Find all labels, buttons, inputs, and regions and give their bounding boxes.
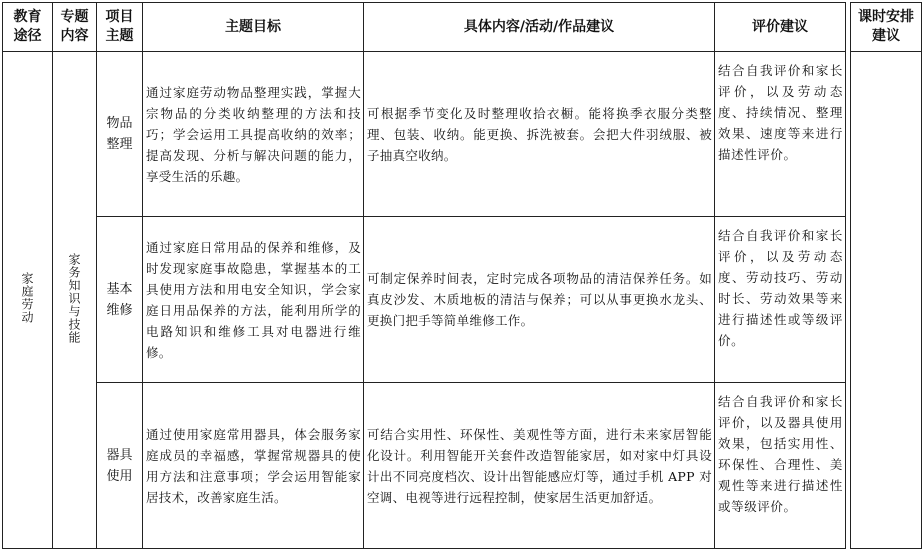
evaluation-cell: 结合自我评价和家长评价，以及器具使用效果，包括实用性、环保性、合理性、美观性等来进行描述性或等级评价。 — [715, 383, 846, 549]
header-path: 教育 途径 — [3, 3, 53, 52]
goal-cell: 通过家庭日常用品的保养和维修，及时发现家庭事故隐患，掌握基本的工具使用方法和用电安全知识，学会家庭日用品保养的方法，能利用所学的电路知识和维修工具对电器进行维修。 — [143, 217, 364, 383]
goal-cell: 通过使用家庭常用器具，体会服务家庭成员的幸福感，掌握常规器具的使用方法和注意事项；学会运用智能家居技术，改善家庭生活。 — [143, 383, 364, 549]
content-cell: 可制定保养时间表，定时完成各项物品的清洁保养任务。如真皮沙发、木质地板的清洁与保养；可以从事更换水龙头、更换门把手等简单维修工作。 — [364, 217, 715, 383]
table-row — [3, 383, 922, 549]
header-content: 具体内容/活动/作品建议 — [364, 3, 715, 52]
path-value: 家庭劳动 — [20, 272, 34, 324]
column-gap — [846, 383, 851, 549]
evaluation-cell: 结合自我评价和家长评价，以及劳动态度、持续情况、整理效果、速度等来进行描述性评价。 — [715, 52, 846, 217]
topic-content-cell — [53, 52, 97, 549]
header-topic-content: 专题 内容 — [53, 3, 97, 52]
content-cell: 可结合实用性、环保性、美观性等方面，进行未来家居智能化设计。利用智能开关套件改造智能家居，如对家中灯具设计出不同亮度档次、设计出智能感应灯等，通过手机 APP 对空调、电视等进行远程控制，使家居生活更加舒适。 — [364, 383, 715, 549]
header-evaluation: 评价建议 — [715, 3, 846, 52]
header-goal: 主题目标 — [143, 3, 364, 52]
path-cell — [3, 52, 53, 549]
table-row — [3, 217, 922, 383]
evaluation-cell: 结合自我评价和家长评价，以及劳动态度、劳动技巧、劳动时长、劳动效果等来进行描述性或等级评价。 — [715, 217, 846, 383]
curriculum-table — [2, 2, 922, 549]
schedule-cell — [851, 52, 922, 549]
content-cell: 可根据季节变化及时整理收拾衣橱。能将换季衣服分类整理、包装、收纳。能更换、拆洗被套。会把大件羽绒服、被子抽真空收纳。 — [364, 52, 715, 217]
header-project-topic: 项目 主题 — [97, 3, 143, 52]
goal-cell: 通过家庭劳动物品整理实践，掌握大宗物品的分类收纳整理的方法和技巧；学会运用工具提高收纳的效率；提高发现、分析与解决问题的能力，享受生活的乐趣。 — [143, 52, 364, 217]
topic-content-value: 家务知识与技能 — [67, 252, 81, 344]
table-row — [3, 52, 922, 217]
project-topic-cell: 物品 整理 — [97, 52, 143, 217]
column-gap — [846, 217, 851, 383]
header-schedule: 课时安排 建议 — [851, 3, 922, 52]
project-topic-cell: 器具 使用 — [97, 383, 143, 549]
header-row — [3, 3, 922, 52]
curriculum-table-container — [2, 2, 922, 549]
project-topic-cell: 基本 维修 — [97, 217, 143, 383]
